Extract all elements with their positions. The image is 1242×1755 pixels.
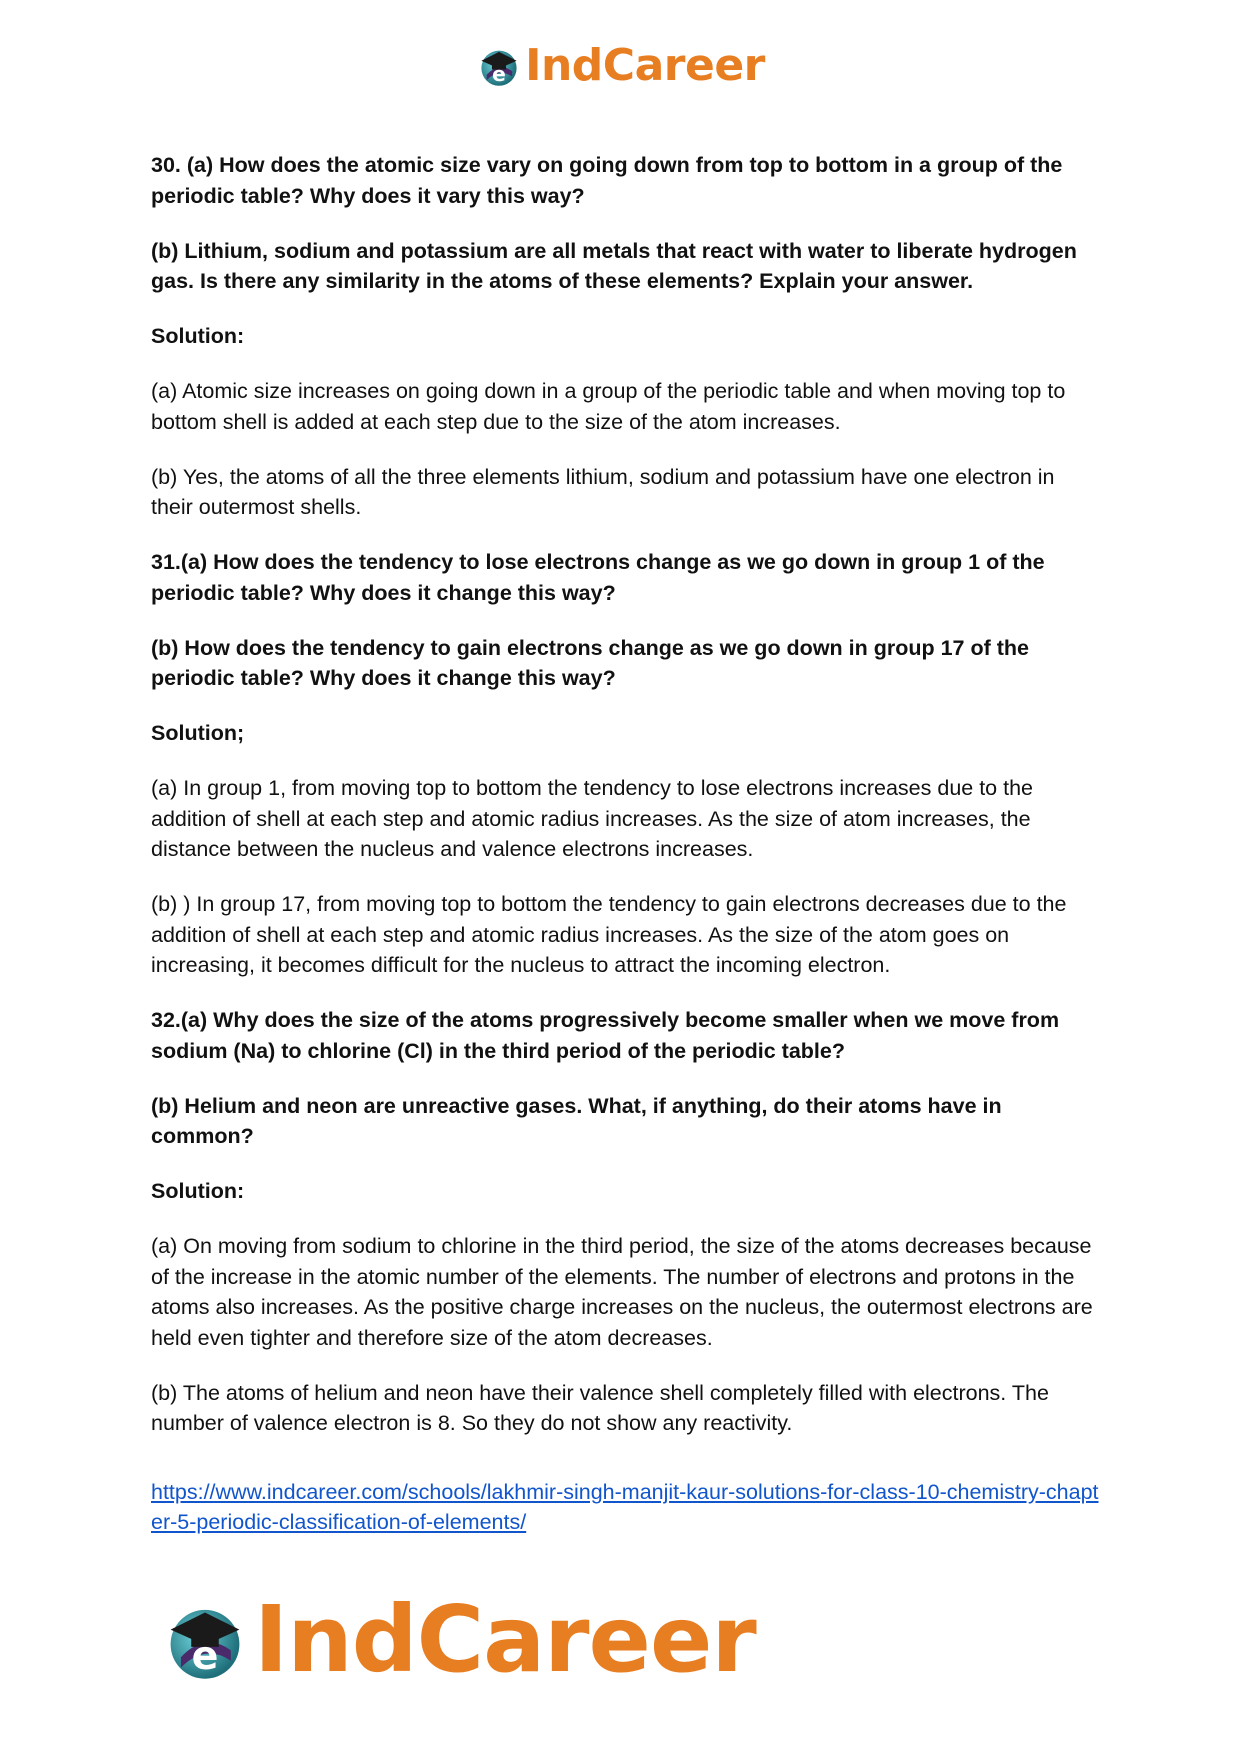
- solution-label-30: Solution:: [151, 324, 245, 348]
- graduation-cap-globe-icon: [477, 44, 521, 88]
- question-30b: (b) Lithium, sodium and potassium are all metals that react with water to liberate hydrogen gas. Is there any similarity in the atoms of these elements? Explain your answer.: [151, 238, 1077, 293]
- logo: [162, 1586, 756, 1693]
- header-logo: [0, 40, 1242, 91]
- logo-text: IndCareer: [254, 1586, 756, 1693]
- logo-text: IndCareer: [525, 40, 765, 91]
- question-32a: 32.(a) Why does the size of the atoms progressively become smaller when we move from sodium (Na) to chlorine (Cl) in the third period of the periodic table?: [151, 1008, 1060, 1063]
- solution-label-31: Solution;: [151, 721, 245, 745]
- question-31a: 31.(a) How does the tendency to lose electrons change as we go down in group 1 of the periodic table? Why does it change this way?: [151, 550, 1045, 605]
- document-body: [151, 150, 1101, 1538]
- graduation-cap-globe-icon: [162, 1597, 248, 1683]
- question-30a: 30. (a) How does the atomic size vary on going down from top to bottom in a group of the periodic table? Why does it vary this way?: [151, 153, 1063, 208]
- svg-text:e: e: [191, 1632, 219, 1679]
- question-31b: (b) How does the tendency to gain electrons change as we go down in group 17 of the periodic table? Why does it change this way?: [151, 635, 1030, 690]
- answer-30a: (a) Atomic size increases on going down in a group of the periodic table and when moving top to bottom shell is added at each step due to the size of the atom increases.: [151, 379, 1066, 434]
- footer-logo: [162, 1586, 756, 1693]
- answer-31a: (a) In group 1, from moving top to bottom the tendency to lose electrons increases due to the addition of shell at each step and atomic radius increases. As the size of atom increases, the distance between the nucleus and valence electrons increases.: [151, 776, 1033, 861]
- svg-text:e: e: [492, 61, 506, 86]
- solution-label-32: Solution:: [151, 1179, 245, 1203]
- source-link[interactable]: https://www.indcareer.com/schools/lakhmir-singh-manjit-kaur-solutions-for-class-10-chemistry-chapter-5-periodic-classification-of-elements/: [151, 1479, 1099, 1534]
- answer-31b: (b) ) In group 17, from moving top to bottom the tendency to gain electrons decreases due to the addition of shell at each step and atomic radius increases. As the size of the atom goes on increasing, it becomes difficult for the nucleus to attract the incoming electron.: [151, 892, 1067, 977]
- answer-32a: (a) On moving from sodium to chlorine in the third period, the size of the atoms decreases because of the increase in the atomic number of the elements. The number of electrons and protons in the atoms also increases. As the positive charge increases on the nucleus, the outermost electrons are held even tighter and therefore size of the atom decreases.: [151, 1234, 1093, 1350]
- answer-30b: (b) Yes, the atoms of all the three elements lithium, sodium and potassium have one electron in their outermost shells.: [151, 464, 1055, 519]
- question-32b: (b) Helium and neon are unreactive gases. What, if anything, do their atoms have in common?: [151, 1093, 1002, 1148]
- logo: [477, 40, 765, 91]
- answer-32b: (b) The atoms of helium and neon have their valence shell completely filled with electrons. The number of valence electron is 8. So they do not show any reactivity.: [151, 1380, 1049, 1435]
